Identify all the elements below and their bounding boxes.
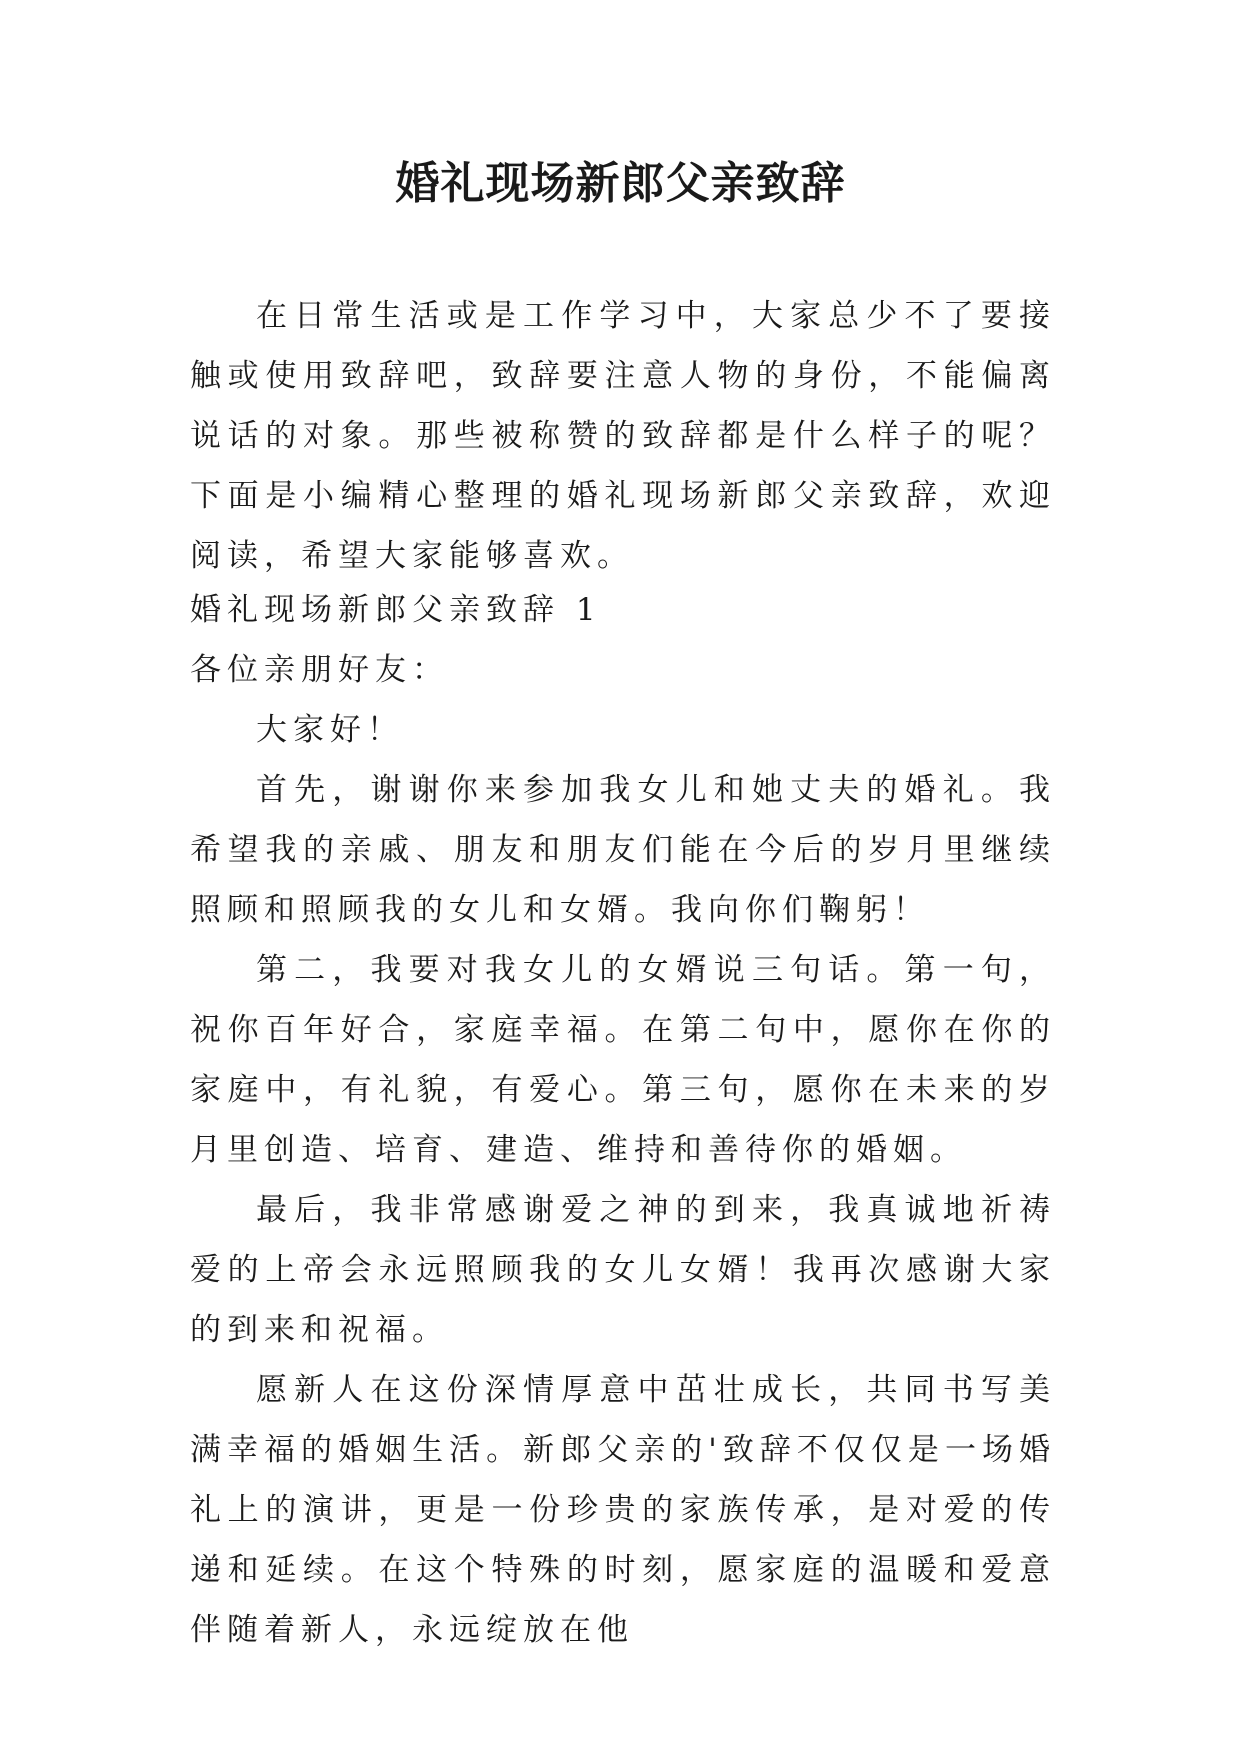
speech-paragraph: 大家好！ [256, 712, 404, 748]
intro-section [190, 286, 1056, 586]
speech-paragraph: 愿新人在这份深情厚意中茁壮成长，共同书写美满幸福的婚姻生活。新郎父亲的'致辞不仅仅是一场婚礼上的演讲，更是一份珍贵的家族传承，是对爱的传递和延续。在这个特殊的时刻，愿家庭的温暖和爱意伴随着新人，永远绽放在他 [190, 1372, 1056, 1648]
intro-paragraph: 在日常生活或是工作学习中，大家总少不了要接触或使用致辞吧，致辞要注意人物的身份，不能偏离说话的对象。那些被称赞的致辞都是什么样子的呢？下面是小编精心整理的婚礼现场新郎父亲致辞，欢迎阅读，希望大家能够喜欢。 [190, 298, 1056, 574]
speech-paragraph: 第二，我要对我女儿的女婿说三句话。第一句，祝你百年好合，家庭幸福。在第二句中，愿你在你的家庭中，有礼貌，有爱心。第三句，愿你在未来的岁月里创造、培育、建造、维持和善待你的婚姻。 [190, 952, 1056, 1168]
speech-paragraph: 首先，谢谢你来参加我女儿和她丈夫的婚礼。我希望我的亲戚、朋友和朋友们能在今后的岁月里继续照顾和照顾我的女儿和女婿。我向你们鞠躬！ [190, 772, 1056, 928]
section-heading: 婚礼现场新郎父亲致辞 1 [190, 592, 602, 628]
speech-section [190, 580, 1056, 1660]
salutation: 各位亲朋好友： [190, 652, 449, 688]
document-title: 婚礼现场新郎父亲致辞 [395, 158, 846, 209]
speech-paragraph: 最后，我非常感谢爱之神的到来，我真诚地祈祷爱的上帝会永远照顾我的女儿女婿！我再次感谢大家的到来和祝福。 [190, 1192, 1056, 1348]
